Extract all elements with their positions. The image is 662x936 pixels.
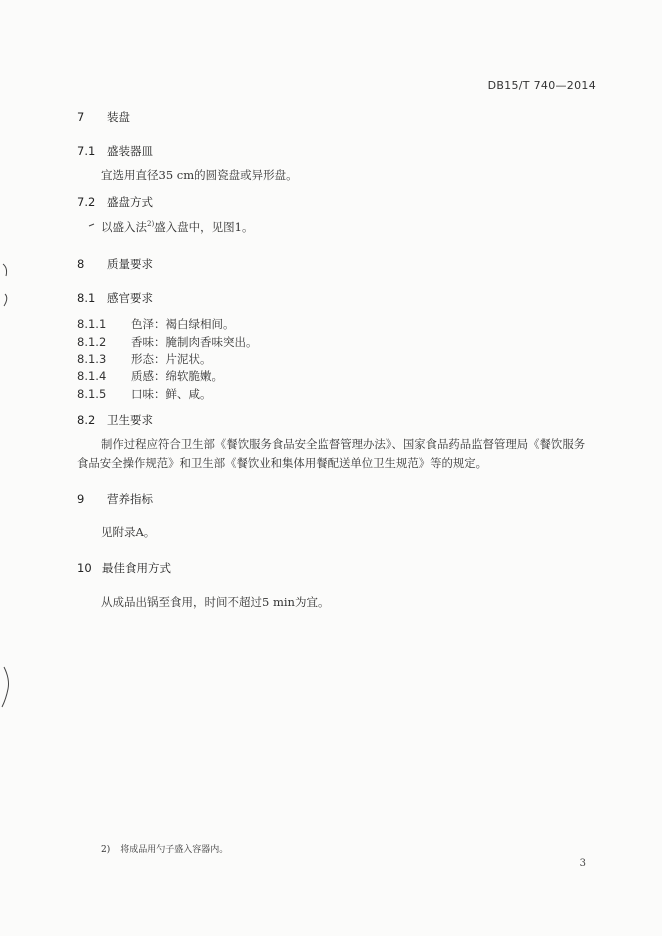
section-title: 质量要求 (107, 257, 153, 271)
item-text: 口味：鲜、咸。 (131, 387, 212, 401)
scan-mark (0, 260, 14, 310)
section-9-text: 见附录A。 (101, 525, 156, 539)
footnote-text: 将成品用勺子盛入容器内。 (120, 845, 229, 855)
section-10-text: 从成品出锅至食用，时间不超过5 min为宜。 (101, 595, 330, 609)
item-number: 8.1.3 (77, 352, 107, 366)
section-number: 8.1 (77, 291, 96, 305)
section-number: 8 (77, 257, 85, 271)
section-7-heading (77, 109, 130, 125)
section-7-1-heading (77, 143, 153, 159)
text-before-ref: 以盛入法 (101, 220, 147, 234)
section-8-1-heading (77, 290, 153, 306)
item-text: 香味：腌制肉香味突出。 (131, 335, 258, 349)
item-number: 8.1.1 (77, 317, 107, 331)
section-7-1-text: 宜选用直径35 cm的圆瓷盘或异形盘。 (101, 168, 298, 182)
section-8-heading (77, 256, 153, 272)
text-after-ref: 盛入盘中，见图1。 (154, 220, 254, 234)
section-title: 装盘 (107, 110, 130, 124)
item-number: 8.1.4 (77, 369, 107, 383)
section-10-heading (77, 560, 171, 576)
section-number: 7.1 (77, 144, 96, 158)
sensory-item (77, 386, 212, 402)
section-title: 盛盘方式 (107, 195, 153, 209)
scan-mark (0, 665, 14, 709)
sensory-item (77, 334, 258, 350)
sensory-item (77, 351, 212, 367)
section-title: 盛装器皿 (107, 144, 153, 158)
section-title: 最佳食用方式 (102, 561, 171, 575)
section-title: 营养指标 (107, 492, 153, 506)
section-number: 10 (77, 561, 92, 575)
item-number: 8.1.5 (77, 387, 107, 401)
section-title: 卫生要求 (107, 413, 153, 427)
item-number: 8.1.2 (77, 335, 107, 349)
section-8-2-line-1: 制作过程应符合卫生部《餐饮服务食品安全监督管理办法》、国家食品药品监督管理局《餐饮服务 (101, 437, 586, 451)
section-title: 感官要求 (107, 291, 153, 305)
item-text: 质感：绵软脆嫩。 (131, 369, 223, 383)
sensory-item (77, 368, 223, 384)
item-text: 形态：片泥状。 (131, 352, 212, 366)
footnote-number: 2) (101, 845, 111, 855)
section-7-2-heading (77, 194, 153, 210)
scan-mark (88, 222, 96, 228)
section-9-heading (77, 491, 153, 507)
section-number: 7 (77, 110, 85, 124)
footnote-reference: 2) (147, 220, 155, 229)
section-number: 8.2 (77, 413, 96, 427)
section-8-2-line-2: 食品安全操作规范》和卫生部《餐饮业和集体用餐配送单位卫生规范》等的规定。 (77, 456, 488, 470)
section-number: 7.2 (77, 195, 96, 209)
item-text: 色泽：褐白绿相间。 (131, 317, 235, 331)
document-code: DB15/T 740—2014 (487, 79, 596, 92)
section-8-2-heading (77, 412, 153, 428)
page-number: 3 (579, 858, 586, 869)
sensory-item (77, 316, 235, 332)
footnote (101, 842, 228, 855)
section-number: 9 (77, 492, 85, 506)
section-7-2-text (101, 219, 254, 235)
